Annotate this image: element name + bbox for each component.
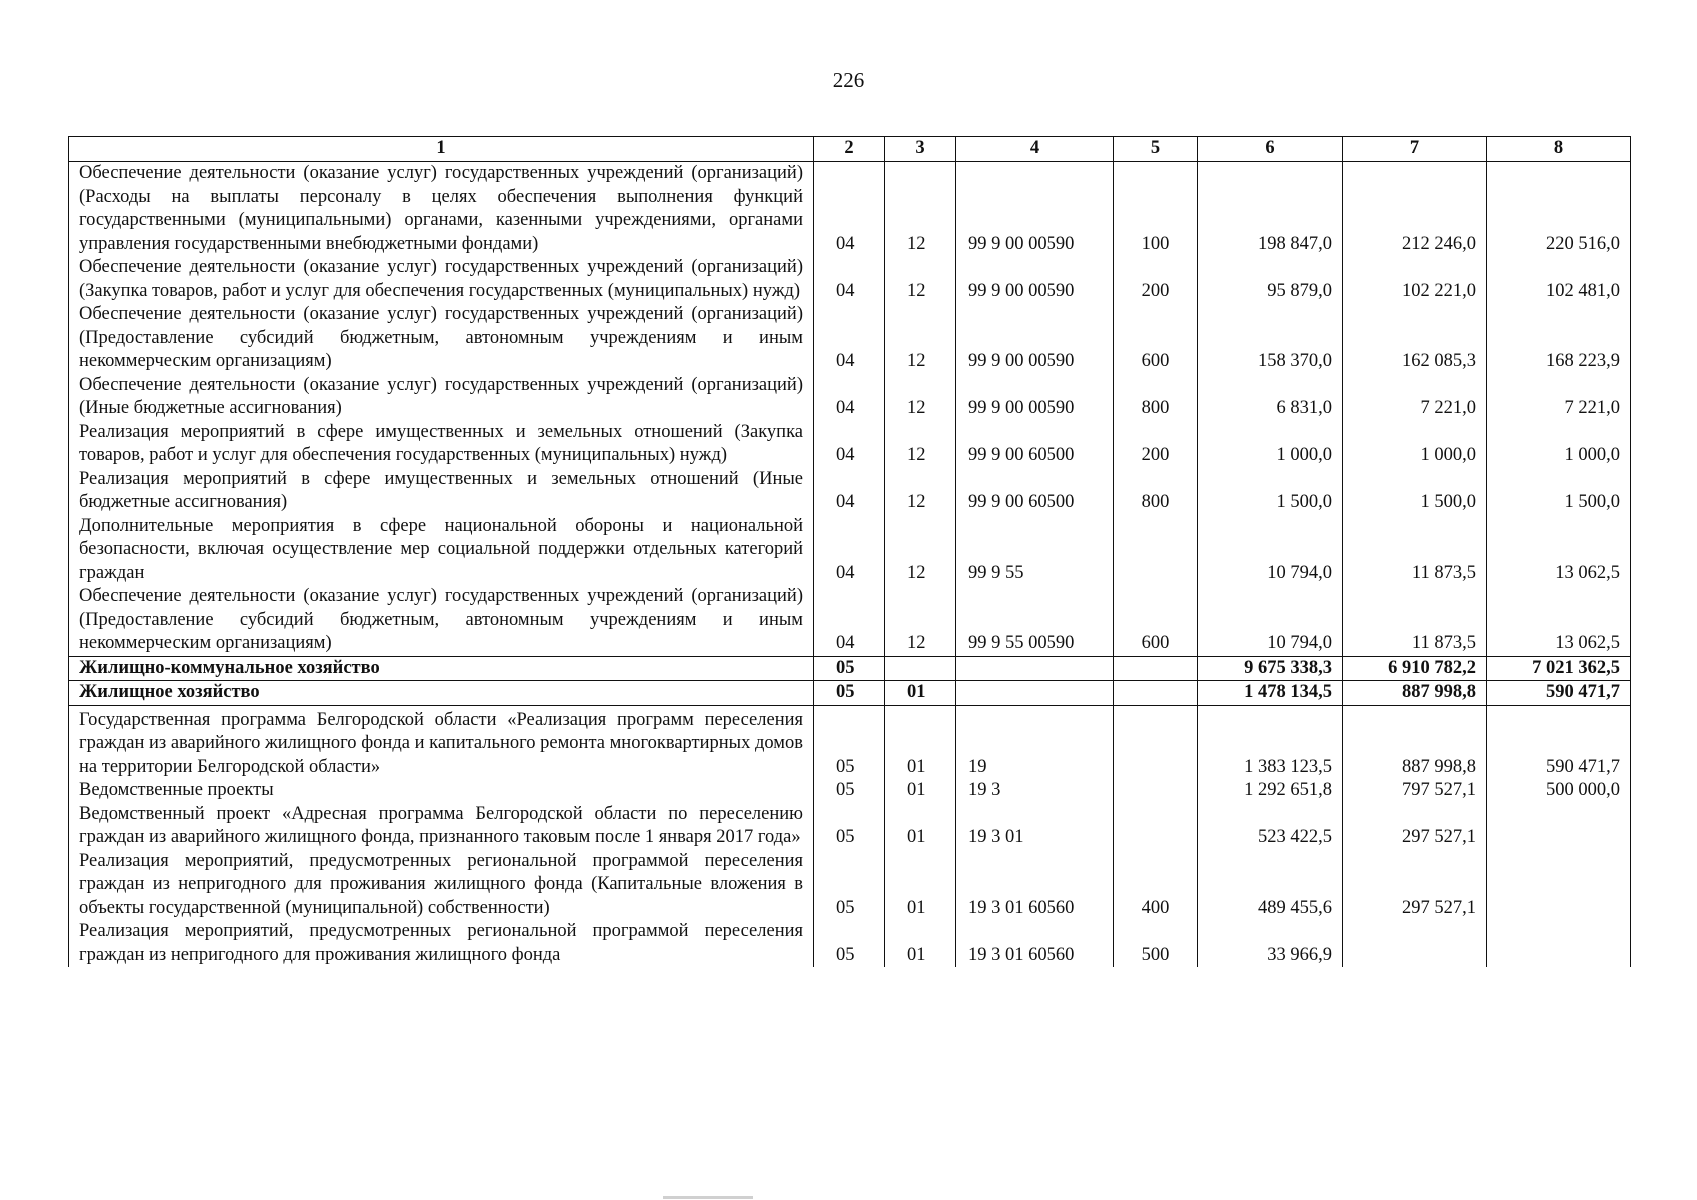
row-target-article-cell: 99 9 00 00590 [956, 162, 1114, 257]
row-expense-type-cell: 200 [1114, 421, 1198, 468]
row-amount-col7-cell: 162 085,3 [1343, 303, 1487, 374]
table-row [69, 803, 1631, 850]
row-amount-col8-cell [1487, 920, 1631, 967]
row-subsection-code-cell: 12 [885, 468, 956, 515]
row-subsection-code-cell: 12 [885, 374, 956, 421]
row-name-cell: Обеспечение деятельности (оказание услуг) государственных учреждений (организаций) (Закупка товаров, работ и услуг для обеспечения государственных (муниципальных) нужд) [69, 256, 814, 303]
row-amount-col6-cell: 158 370,0 [1198, 303, 1343, 374]
row-expense-type-cell: 400 [1114, 850, 1198, 921]
row-amount-col7-cell: 102 221,0 [1343, 256, 1487, 303]
header-col-2: 2 [814, 137, 885, 162]
row-section-code-cell: 05 [814, 681, 885, 706]
table-row [69, 850, 1631, 921]
row-amount-col7-cell: 297 527,1 [1343, 850, 1487, 921]
table-body [69, 162, 1631, 968]
row-name-cell: Государственная программа Белгородской области «Реализация программ переселения граждан из аварийного жилищного фонда и капитального ремонта многоквартирных домов на территории Белгородской области» [69, 705, 814, 779]
table-row [69, 162, 1631, 257]
row-subsection-code-cell: 01 [885, 920, 956, 967]
row-amount-col8-cell: 1 000,0 [1487, 421, 1631, 468]
row-expense-type-cell: 800 [1114, 374, 1198, 421]
row-amount-col6-cell: 6 831,0 [1198, 374, 1343, 421]
row-amount-col7-cell: 6 910 782,2 [1343, 656, 1487, 681]
row-section-code-cell: 04 [814, 303, 885, 374]
row-subsection-code-cell: 12 [885, 303, 956, 374]
header-col-1: 1 [69, 137, 814, 162]
table-row [69, 421, 1631, 468]
row-amount-col7-cell: 297 527,1 [1343, 803, 1487, 850]
row-amount-col8-cell: 7 021 362,5 [1487, 656, 1631, 681]
row-amount-col6-cell: 9 675 338,3 [1198, 656, 1343, 681]
row-amount-col6-cell: 10 794,0 [1198, 515, 1343, 586]
row-expense-type-cell: 200 [1114, 256, 1198, 303]
row-name-cell: Реализация мероприятий в сфере имущественных и земельных отношений (Закупка товаров, работ и услуг для обеспечения государственных (муниципальных) нужд) [69, 421, 814, 468]
table-row [69, 920, 1631, 967]
row-expense-type-cell [1114, 705, 1198, 779]
table-header-row [69, 137, 1631, 162]
row-expense-type-cell [1114, 681, 1198, 706]
row-amount-col7-cell: 212 246,0 [1343, 162, 1487, 257]
row-section-code-cell: 05 [814, 779, 885, 803]
row-amount-col7-cell: 797 527,1 [1343, 779, 1487, 803]
row-amount-col6-cell: 10 794,0 [1198, 585, 1343, 656]
row-amount-col8-cell: 102 481,0 [1487, 256, 1631, 303]
row-target-article-cell: 99 9 55 00590 [956, 585, 1114, 656]
row-name-cell: Ведомственные проекты [69, 779, 814, 803]
row-amount-col7-cell: 887 998,8 [1343, 705, 1487, 779]
row-subsection-code-cell: 01 [885, 705, 956, 779]
header-col-7: 7 [1343, 137, 1487, 162]
row-amount-col7-cell: 7 221,0 [1343, 374, 1487, 421]
row-amount-col7-cell: 1 500,0 [1343, 468, 1487, 515]
row-amount-col6-cell: 1 500,0 [1198, 468, 1343, 515]
row-name-cell: Жилищно-коммунальное хозяйство [69, 656, 814, 681]
budget-table [68, 136, 1631, 967]
row-section-code-cell: 05 [814, 705, 885, 779]
row-subsection-code-cell: 12 [885, 421, 956, 468]
row-amount-col8-cell [1487, 850, 1631, 921]
row-expense-type-cell [1114, 515, 1198, 586]
row-expense-type-cell [1114, 803, 1198, 850]
row-amount-col7-cell [1343, 920, 1487, 967]
row-amount-col6-cell: 1 000,0 [1198, 421, 1343, 468]
row-amount-col6-cell: 1 383 123,5 [1198, 705, 1343, 779]
table-row [69, 779, 1631, 803]
row-target-article-cell [956, 681, 1114, 706]
row-name-cell: Реализация мероприятий, предусмотренных региональной программой переселения граждан из непригодного для проживания жилищного фонда (Капитальные вложения в объекты государственной (муниципальной) собственности) [69, 850, 814, 921]
row-expense-type-cell: 600 [1114, 303, 1198, 374]
header-col-8: 8 [1487, 137, 1631, 162]
row-target-article-cell: 19 [956, 705, 1114, 779]
row-name-cell: Жилищное хозяйство [69, 681, 814, 706]
row-amount-col6-cell: 1 292 651,8 [1198, 779, 1343, 803]
row-target-article-cell: 99 9 00 00590 [956, 303, 1114, 374]
row-subsection-code-cell: 01 [885, 681, 956, 706]
row-subsection-code-cell: 01 [885, 779, 956, 803]
row-section-code-cell: 04 [814, 374, 885, 421]
row-subsection-code-cell [885, 656, 956, 681]
row-expense-type-cell: 500 [1114, 920, 1198, 967]
row-target-article-cell: 19 3 01 60560 [956, 920, 1114, 967]
row-amount-col6-cell: 523 422,5 [1198, 803, 1343, 850]
table-row [69, 705, 1631, 779]
row-expense-type-cell: 600 [1114, 585, 1198, 656]
row-target-article-cell: 99 9 00 00590 [956, 374, 1114, 421]
header-col-6: 6 [1198, 137, 1343, 162]
row-section-code-cell: 04 [814, 421, 885, 468]
row-section-code-cell: 04 [814, 515, 885, 586]
row-target-article-cell: 19 3 [956, 779, 1114, 803]
row-subsection-code-cell: 01 [885, 850, 956, 921]
row-amount-col6-cell: 95 879,0 [1198, 256, 1343, 303]
row-target-article-cell: 99 9 00 60500 [956, 421, 1114, 468]
row-subsection-code-cell: 12 [885, 162, 956, 257]
row-target-article-cell: 99 9 00 60500 [956, 468, 1114, 515]
row-amount-col7-cell: 11 873,5 [1343, 585, 1487, 656]
table-row [69, 681, 1631, 706]
row-subsection-code-cell: 12 [885, 256, 956, 303]
row-section-code-cell: 05 [814, 850, 885, 921]
table-row [69, 468, 1631, 515]
row-section-code-cell: 04 [814, 162, 885, 257]
row-amount-col6-cell: 198 847,0 [1198, 162, 1343, 257]
header-col-4: 4 [956, 137, 1114, 162]
table-row [69, 515, 1631, 586]
row-amount-col8-cell: 590 471,7 [1487, 705, 1631, 779]
row-section-code-cell: 05 [814, 656, 885, 681]
row-amount-col8-cell [1487, 803, 1631, 850]
row-name-cell: Дополнительные мероприятия в сфере национальной обороны и национальной безопасности, включая осуществление мер социальной поддержки отдельных категорий граждан [69, 515, 814, 586]
row-amount-col8-cell: 1 500,0 [1487, 468, 1631, 515]
row-amount-col7-cell: 11 873,5 [1343, 515, 1487, 586]
row-expense-type-cell: 100 [1114, 162, 1198, 257]
row-name-cell: Реализация мероприятий, предусмотренных региональной программой переселения граждан из непригодного для проживания жилищного фонда [69, 920, 814, 967]
row-expense-type-cell: 800 [1114, 468, 1198, 515]
row-amount-col8-cell: 13 062,5 [1487, 515, 1631, 586]
row-amount-col8-cell: 500 000,0 [1487, 779, 1631, 803]
row-name-cell: Реализация мероприятий в сфере имущественных и земельных отношений (Иные бюджетные ассигнования) [69, 468, 814, 515]
row-target-article-cell: 99 9 00 00590 [956, 256, 1114, 303]
row-subsection-code-cell: 01 [885, 803, 956, 850]
table-row [69, 303, 1631, 374]
row-amount-col8-cell: 590 471,7 [1487, 681, 1631, 706]
row-target-article-cell: 19 3 01 [956, 803, 1114, 850]
table-row [69, 585, 1631, 656]
row-amount-col8-cell: 13 062,5 [1487, 585, 1631, 656]
header-col-5: 5 [1114, 137, 1198, 162]
scan-mark [663, 1196, 753, 1199]
row-amount-col6-cell: 33 966,9 [1198, 920, 1343, 967]
row-name-cell: Ведомственный проект «Адресная программа Белгородской области по переселению граждан из аварийного жилищного фонда, признанного таковым после 1 января 2017 года» [69, 803, 814, 850]
row-target-article-cell [956, 656, 1114, 681]
row-amount-col8-cell: 220 516,0 [1487, 162, 1631, 257]
row-section-code-cell: 04 [814, 256, 885, 303]
row-subsection-code-cell: 12 [885, 585, 956, 656]
row-expense-type-cell [1114, 779, 1198, 803]
table-row [69, 374, 1631, 421]
row-section-code-cell: 05 [814, 803, 885, 850]
table-row [69, 256, 1631, 303]
row-name-cell: Обеспечение деятельности (оказание услуг) государственных учреждений (организаций) (Предоставление субсидий бюджетным, автономным учреждениям и иным некоммерческим организациям) [69, 585, 814, 656]
row-amount-col6-cell: 489 455,6 [1198, 850, 1343, 921]
row-section-code-cell: 04 [814, 468, 885, 515]
row-target-article-cell: 99 9 55 [956, 515, 1114, 586]
row-subsection-code-cell: 12 [885, 515, 956, 586]
table-row [69, 656, 1631, 681]
row-section-code-cell: 04 [814, 585, 885, 656]
row-target-article-cell: 19 3 01 60560 [956, 850, 1114, 921]
row-amount-col8-cell: 168 223,9 [1487, 303, 1631, 374]
row-amount-col6-cell: 1 478 134,5 [1198, 681, 1343, 706]
page-number: 226 [832, 68, 865, 92]
row-amount-col7-cell: 887 998,8 [1343, 681, 1487, 706]
header-col-3: 3 [885, 137, 956, 162]
row-name-cell: Обеспечение деятельности (оказание услуг) государственных учреждений (организаций) (Предоставление субсидий бюджетным, автономным учреждениям и иным некоммерческим организациям) [69, 303, 814, 374]
row-name-cell: Обеспечение деятельности (оказание услуг) государственных учреждений (организаций) (Иные бюджетные ассигнования) [69, 374, 814, 421]
row-expense-type-cell [1114, 656, 1198, 681]
row-section-code-cell: 05 [814, 920, 885, 967]
row-name-cell: Обеспечение деятельности (оказание услуг) государственных учреждений (организаций) (Расходы на выплаты персоналу в целях обеспечения выполнения функций государственными (муниципальными) органами, казенными учреждениями, органами управления государственными внебюджетными фондами) [69, 162, 814, 257]
row-amount-col7-cell: 1 000,0 [1343, 421, 1487, 468]
row-amount-col8-cell: 7 221,0 [1487, 374, 1631, 421]
